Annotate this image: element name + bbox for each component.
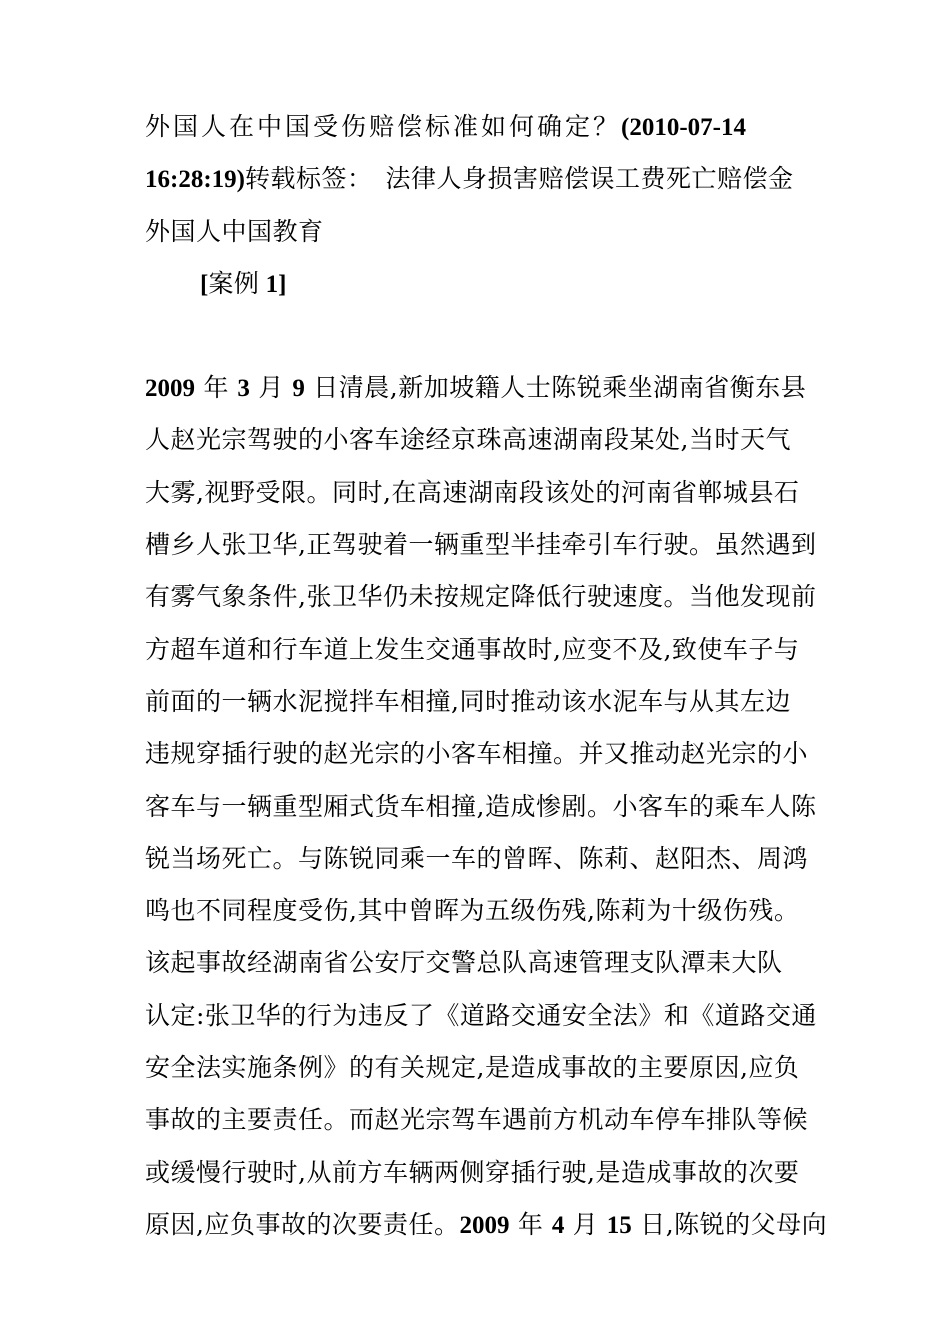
paragraph-line: 客车与一辆重型厢式货车相撞,造成惨剧。小客车的乘车人陈	[145, 791, 817, 821]
tags-text-continued: 外国人中国教育	[145, 216, 324, 246]
paragraph-line: 原因,应负事故的次要责任。2009 年 4 月 15 日,陈锐的父母向	[145, 1209, 828, 1239]
case-paragraph	[145, 373, 828, 1240]
paragraph-line: 有雾气象条件,张卫华仍未按规定降低行驶速度。当他发现前	[145, 582, 817, 612]
title-line-1	[145, 112, 807, 142]
title-line-2	[145, 164, 807, 194]
paragraph-line: 该起事故经湖南省公安厅交警总队高速管理支队潭耒大队	[145, 948, 783, 978]
title-time: 16:28:19)	[145, 166, 245, 194]
paragraph-line: 或缓慢行驶时,从前方车辆两侧穿插行驶,是造成事故的次要	[145, 1157, 800, 1187]
case-heading: [案例 1]	[200, 268, 287, 298]
paragraph-line: 槽乡人张卫华,正驾驶着一辆重型半挂牵引车行驶。虽然遇到	[145, 530, 817, 560]
document-body	[145, 112, 828, 1262]
paragraph-line: 鸣也不同程度受伤,其中曾晖为五级伤残,陈莉为十级伤残。	[145, 896, 800, 926]
paragraph-line: 人赵光宗驾驶的小客车途经京珠高速湖南段某处,当时天气	[145, 425, 791, 455]
spacer	[145, 321, 807, 373]
paragraph-line: 锐当场死亡。与陈锐同乘一车的曾晖、陈莉、赵阳杰、周鸿	[145, 843, 809, 873]
paragraph-line: 事故的主要责任。而赵光宗驾车遇前方机动车停车排队等候	[145, 1105, 809, 1135]
paragraph-line: 前面的一辆水泥搅拌车相撞,同时推动该水泥车与从其左边	[145, 686, 791, 716]
paragraph-line: 大雾,视野受限。同时,在高速湖南段该处的河南省郸城县石	[145, 477, 800, 507]
paragraph-line: 2009 年 3 月 9 日清晨,新加坡籍人士陈锐乘坐湖南省衡东县	[145, 373, 807, 403]
paragraph-line: 安全法实施条例》的有关规定,是造成事故的主要原因,应负	[145, 1053, 800, 1083]
title-date: (2010-07-14	[621, 114, 746, 141]
title-text: 外国人在中国受伤赔偿标准如何确定？	[145, 112, 622, 141]
paragraph-line: 违规穿插行驶的赵光宗的小客车相撞。并又推动赵光宗的小	[145, 739, 809, 769]
tags-text: 转载标签： 法律人身损害赔偿误工费死亡赔偿金	[244, 164, 794, 194]
paragraph-line: 认定:张卫华的行为违反了《道路交通安全法》和《道路交通	[145, 1000, 817, 1030]
title-line-3	[145, 217, 807, 247]
paragraph-line: 方超车道和行车道上发生交通事故时,应变不及,致使车子与	[145, 634, 800, 664]
